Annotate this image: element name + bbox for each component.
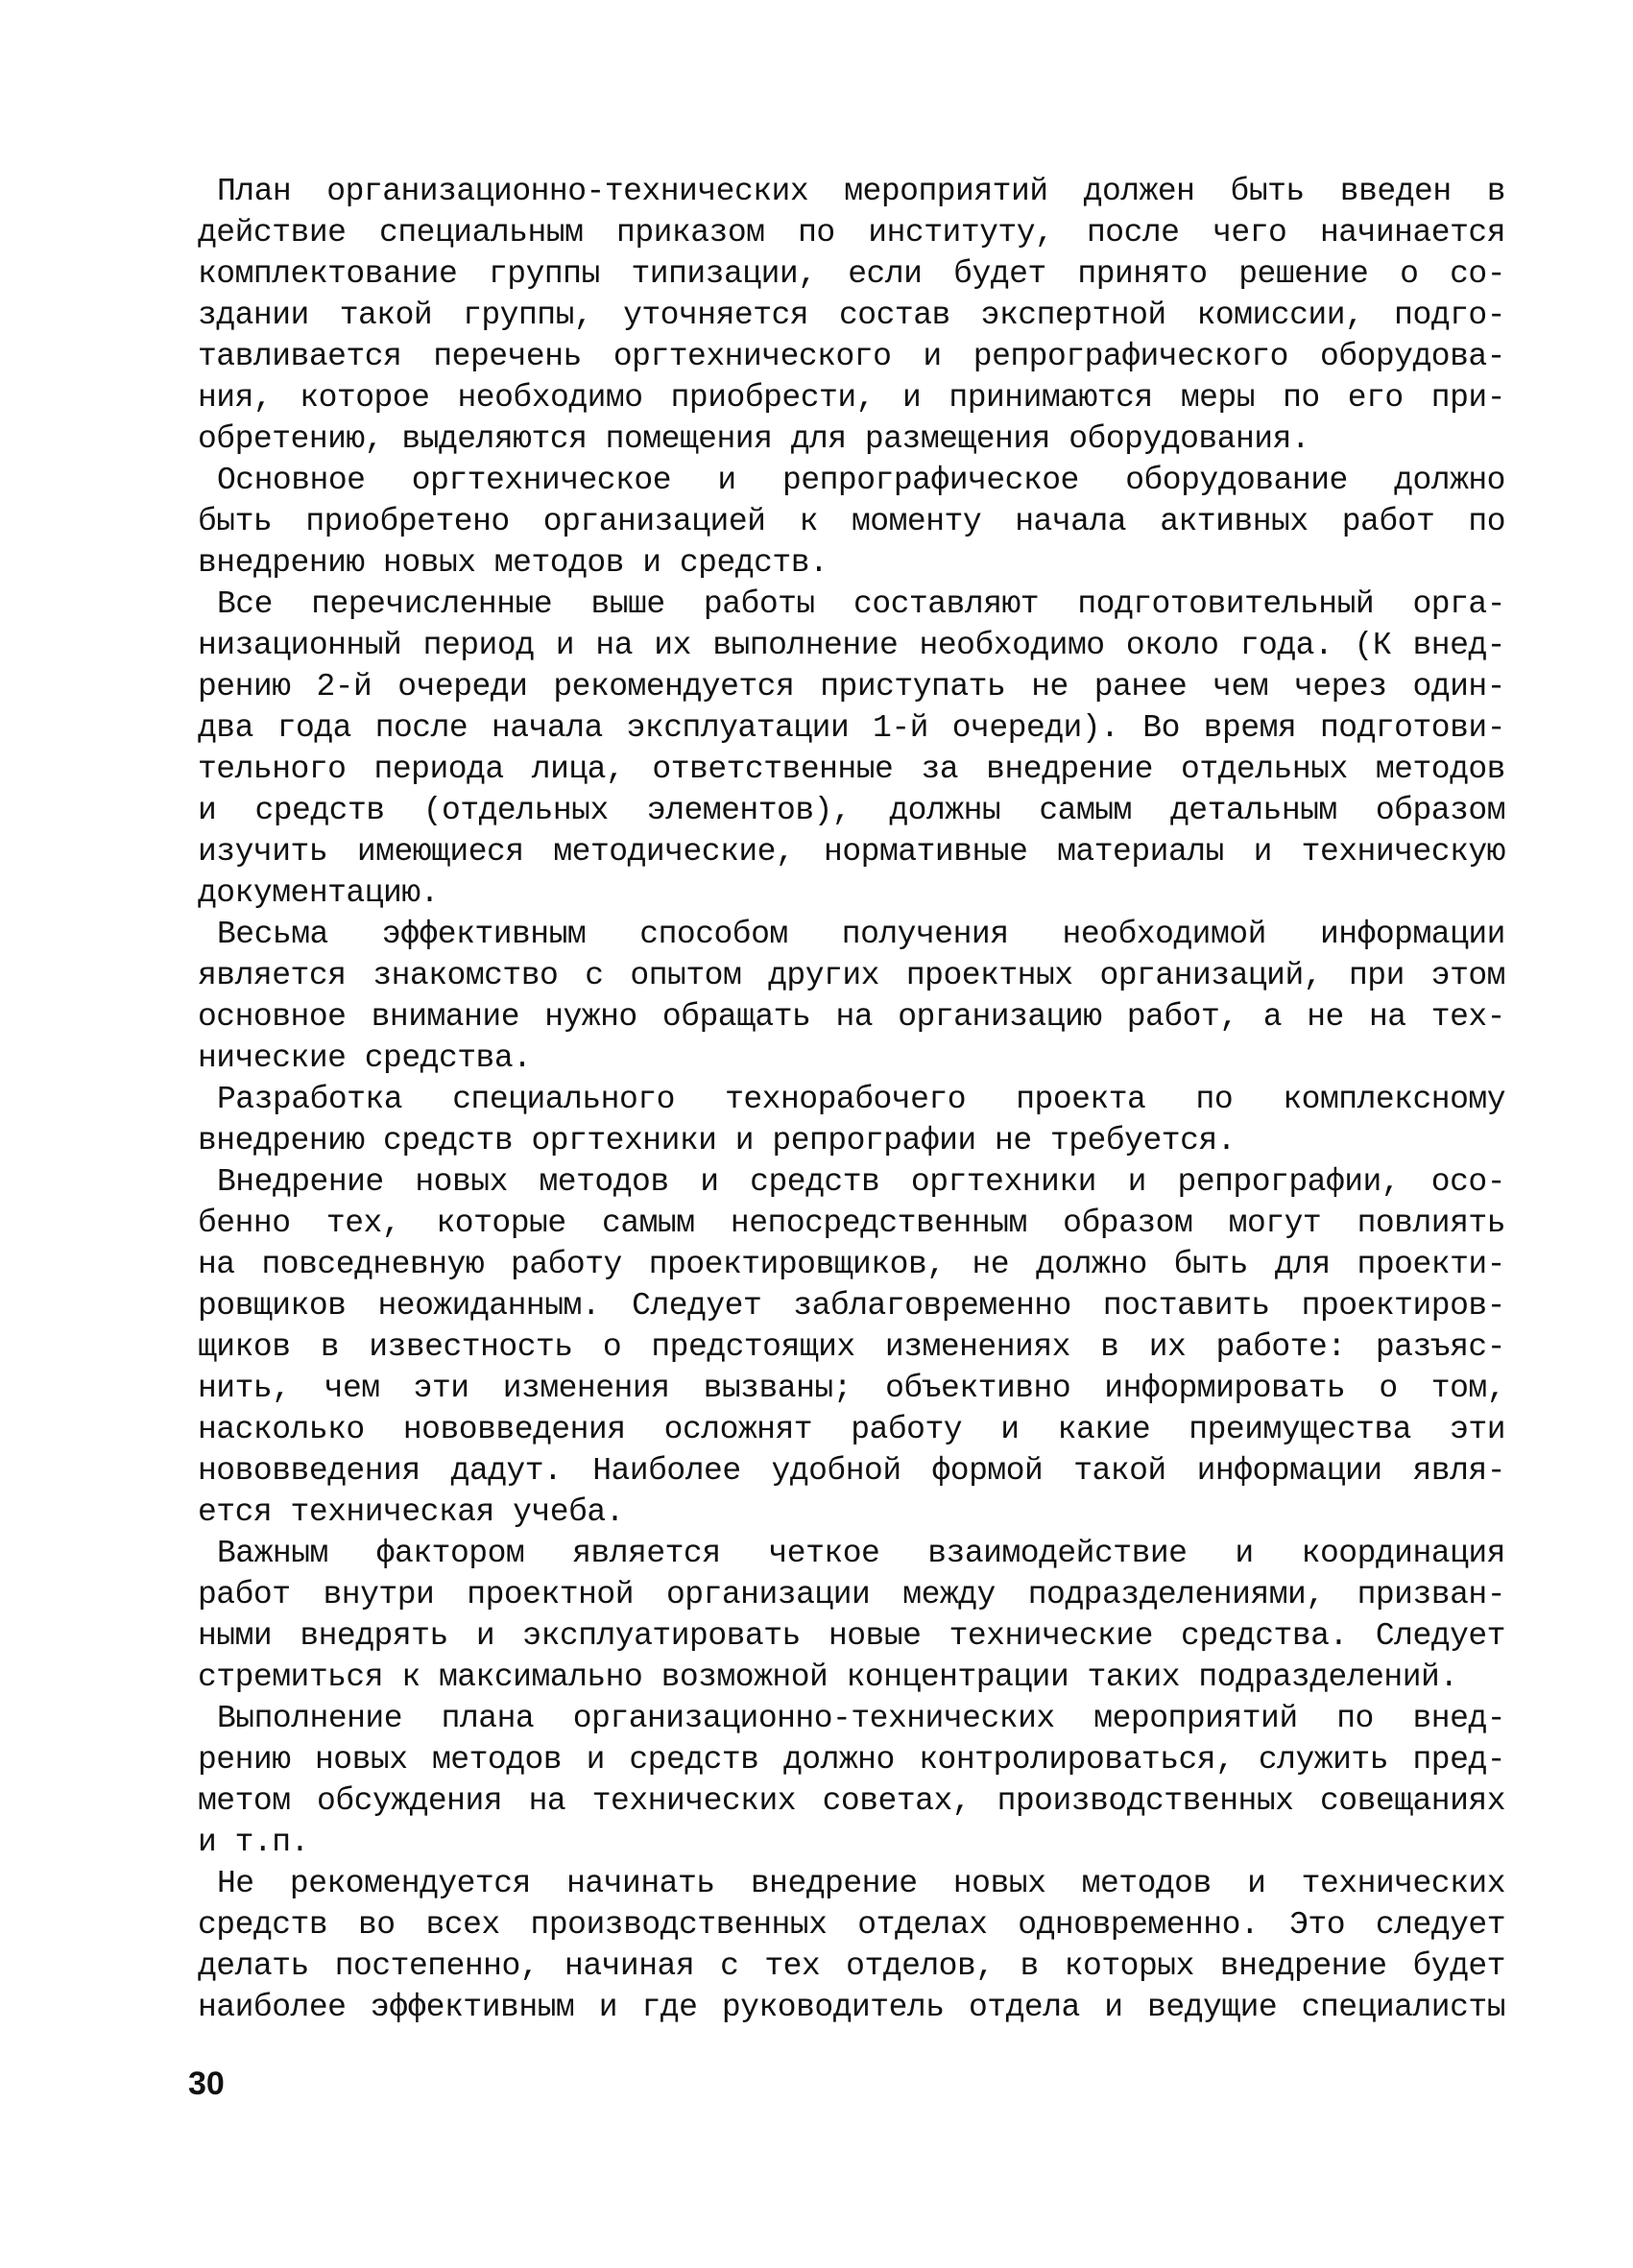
text-line: здании такой группы, уточняется состав экспертной комиссии, подго-	[198, 298, 1505, 333]
text-line: насколько нововведения осложнят работу и какие преимущества эти	[198, 1412, 1505, 1447]
paragraph	[198, 1161, 1505, 1533]
text-line: ния, которое необходимо приобрести, и принимаются меры по его при-	[198, 380, 1505, 416]
text-line: нововведения дадут. Наиболее удобной формой такой информации явля-	[198, 1453, 1505, 1489]
text-line: бенно тех, которые самым непосредственным образом могут повлиять	[198, 1206, 1505, 1241]
text-line: тельного периода лица, ответственные за внедрение отдельных методов	[198, 752, 1505, 787]
paragraph	[198, 584, 1505, 914]
text-line: Весьма эффективным способом получения необходимой информации	[217, 917, 1505, 952]
text-line: План организационно-технических мероприятий должен быть введен в	[217, 174, 1505, 209]
text-line: нические средства.	[198, 1040, 532, 1076]
text-line: тавливается перечень оргтехнического и репрографического оборудова-	[198, 339, 1505, 374]
text-line: рению 2-й очереди рекомендуется приступать не ранее чем через один-	[198, 669, 1505, 704]
text-line: рению новых методов и средств должно контролироваться, служить пред-	[198, 1742, 1505, 1778]
text-line: внедрению средств оргтехники и репрографии не требуется.	[198, 1123, 1236, 1158]
text-line: действие специальным приказом по институту, после чего начинается	[198, 215, 1505, 251]
text-line: обретению, выделяются помещения для размещения оборудования.	[198, 421, 1310, 457]
text-line: быть приобретено организацией к моменту начала активных работ по	[198, 504, 1505, 539]
paragraph	[198, 1698, 1505, 1863]
text-line: и средств (отдельных элементов), должны самым детальным образом	[198, 793, 1505, 828]
text-line: Основное оргтехническое и репрографическое оборудование должно	[217, 463, 1505, 498]
text-line: стремиться к максимально возможной концентрации таких подразделений.	[198, 1659, 1458, 1695]
text-line: два года после начала эксплуатации 1-й очереди). Во время подготови-	[198, 710, 1505, 746]
text-line: является знакомство с опытом других проектных организаций, при этом	[198, 958, 1505, 993]
text-line: Выполнение плана организационно-технических мероприятий по внед-	[217, 1701, 1505, 1736]
text-line: нить, чем эти изменения вызваны; объективно информировать о том,	[198, 1371, 1505, 1406]
text-line: щиков в известность о предстоящих изменениях в их работе: разъяс-	[198, 1329, 1505, 1365]
body-text	[198, 171, 1505, 2028]
paragraph	[198, 460, 1505, 584]
paragraph	[198, 1079, 1505, 1161]
text-line: Важным фактором является четкое взаимодействие и координация	[217, 1536, 1505, 1571]
text-line: внедрению новых методов и средств.	[198, 545, 829, 581]
text-line: на повседневную работу проектировщиков, не должно быть для проекти-	[198, 1247, 1505, 1282]
text-line: комплектование группы типизации, если будет принято решение о со-	[198, 256, 1505, 292]
text-line: Внедрение новых методов и средств оргтехники и репрографии, осо-	[217, 1164, 1505, 1200]
text-line: изучить имеющиеся методические, нормативные материалы и техническую	[198, 834, 1505, 870]
page-number: 30	[188, 2065, 225, 2102]
text-line: документацию.	[198, 875, 439, 911]
text-line: низационный период и на их выполнение необходимо около года. (К внед-	[198, 628, 1505, 663]
text-line: делать постепенно, начиная с тех отделов, в которых внедрение будет	[198, 1948, 1505, 1984]
text-line: работ внутри проектной организации между подразделениями, призван-	[198, 1577, 1505, 1612]
text-line: наиболее эффективным и где руководитель отдела и ведущие специалисты	[198, 1990, 1505, 2025]
paragraph	[198, 1863, 1505, 2028]
text-line: и т.п.	[198, 1825, 309, 1860]
text-line: ными внедрять и эксплуатировать новые технические средства. Следует	[198, 1618, 1505, 1654]
text-line: ется техническая учеба.	[198, 1494, 624, 1530]
paragraph	[198, 1533, 1505, 1698]
text-line: метом обсуждения на технических советах, производственных совещаниях	[198, 1783, 1505, 1819]
text-line: Не рекомендуется начинать внедрение новых методов и технических	[217, 1866, 1505, 1901]
text-line: средств во всех производственных отделах одновременно. Это следует	[198, 1907, 1505, 1943]
paragraph	[198, 171, 1505, 460]
text-line: ровщиков неожиданным. Следует заблаговременно поставить проектиров-	[198, 1288, 1505, 1324]
text-line: основное внимание нужно обращать на организацию работ, а не на тех-	[198, 999, 1505, 1035]
text-line: Все перечисленные выше работы составляют подготовительный орга-	[217, 586, 1505, 622]
text-line: Разработка специального технорабочего проекта по комплексному	[217, 1082, 1505, 1117]
paragraph	[198, 914, 1505, 1079]
